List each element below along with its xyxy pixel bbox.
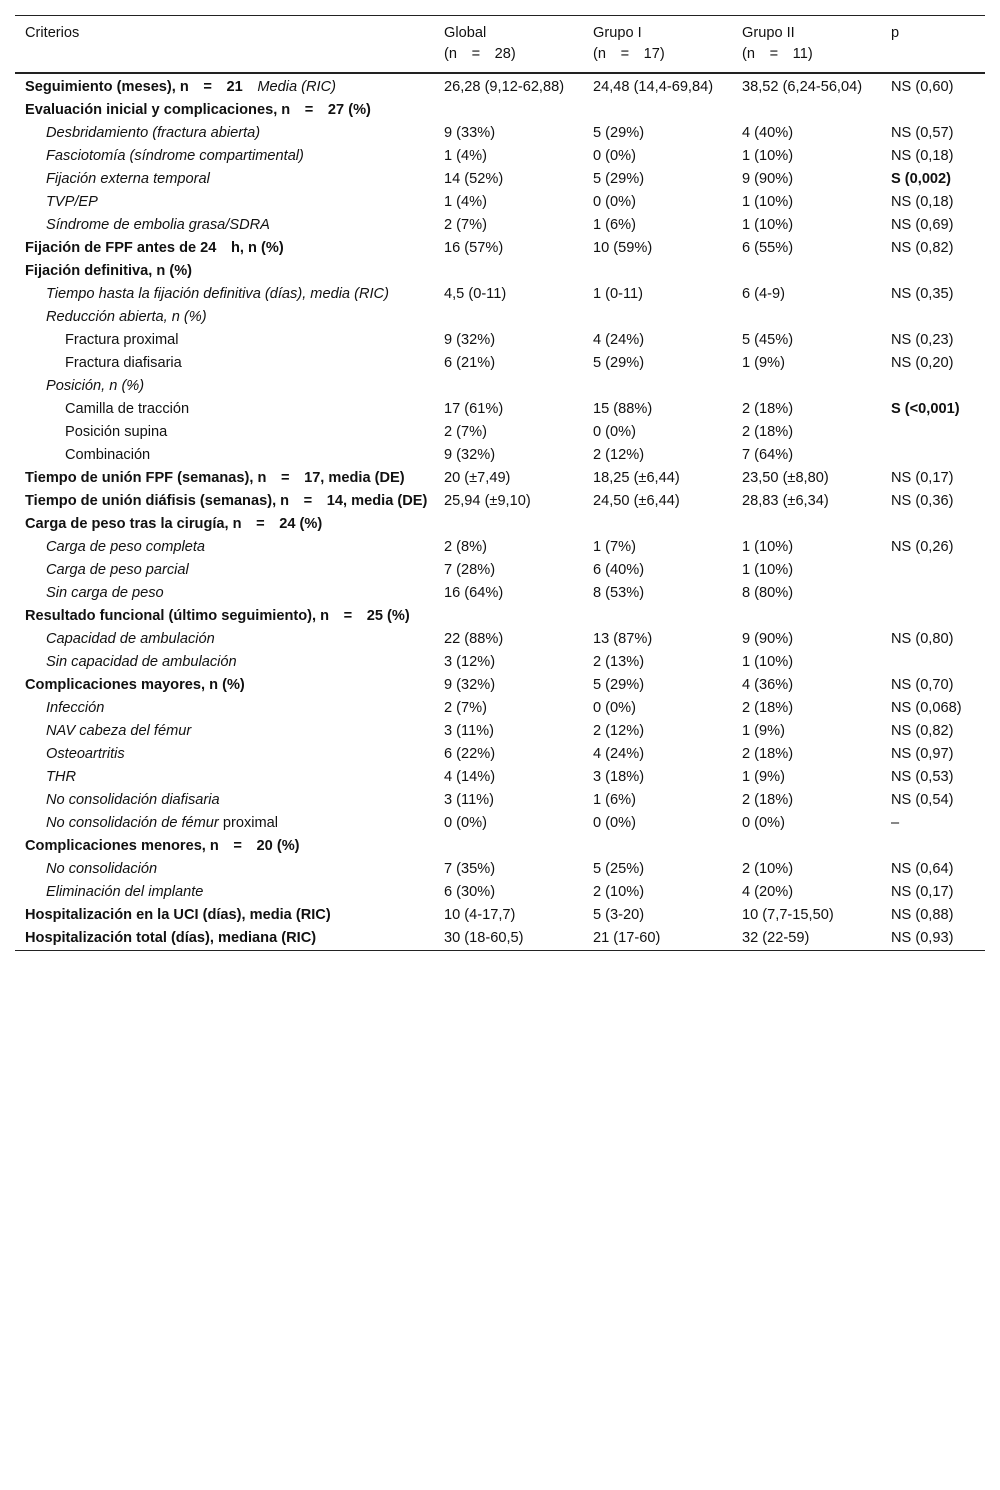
cell-grupo2: 2 (18%): [742, 424, 794, 440]
row-label: [15, 858, 434, 881]
cell-grupo1: 24,50 (±6,44): [593, 493, 680, 509]
cell-p: NS (0,18): [891, 194, 954, 210]
cell-p: [881, 651, 985, 674]
cell-grupo2: [732, 99, 881, 122]
row-label-text: Fijación definitiva, n (%): [25, 263, 193, 279]
row-label-text: Capacidad de ambulación: [46, 631, 215, 647]
row-label-text: Sin carga de peso: [46, 585, 164, 601]
table-body: [15, 73, 985, 951]
table-row: [15, 881, 985, 904]
row-label: [15, 766, 434, 789]
cell-global: [434, 605, 583, 628]
cell-grupo1: [583, 605, 732, 628]
cell-global: 7 (35%): [444, 861, 496, 877]
row-label: [15, 283, 434, 306]
cell-p: [881, 306, 985, 329]
cell-grupo2: 1 (9%): [742, 769, 785, 785]
cell-p: NS (0,068): [891, 700, 962, 716]
cell-grupo2: 0 (0%): [742, 815, 785, 831]
cell-global: 26,28 (9,12-62,88): [444, 79, 565, 95]
row-label: [15, 329, 434, 352]
cell-p: NS (0,17): [891, 884, 954, 900]
header-grupo1: Grupo I (n = 17): [593, 25, 665, 62]
row-label: [15, 651, 434, 674]
row-label-text: THR: [46, 769, 76, 785]
cell-grupo1: 8 (53%): [593, 585, 645, 601]
cell-grupo1: 0 (0%): [593, 700, 636, 716]
cell-p: NS (0,57): [891, 125, 954, 141]
table-row: [15, 812, 985, 835]
row-label-text: Carga de peso completa: [46, 539, 206, 555]
cell-grupo2: 2 (18%): [742, 792, 794, 808]
row-label-text: Sin capacidad de ambulación: [46, 654, 237, 670]
row-label: [15, 375, 434, 398]
cell-grupo1: 0 (0%): [593, 194, 636, 210]
cell-p: NS (0,64): [891, 861, 954, 877]
cell-p: [881, 99, 985, 122]
row-label-text: Osteoartritis: [46, 746, 125, 762]
table-row: [15, 513, 985, 536]
row-label: [15, 168, 434, 191]
cell-grupo1: 2 (12%): [593, 447, 645, 463]
table-row: [15, 858, 985, 881]
table-row: [15, 352, 985, 375]
table-row: [15, 582, 985, 605]
cell-global: 22 (88%): [444, 631, 504, 647]
table-row: [15, 605, 985, 628]
table-row: [15, 99, 985, 122]
row-label-text: Tiempo hasta la fijación definitiva (días), media (RIC): [46, 286, 389, 302]
row-label: [15, 260, 434, 283]
cell-grupo2: [732, 605, 881, 628]
cell-global: 17 (61%): [444, 401, 504, 417]
cell-global: 2 (7%): [444, 700, 487, 716]
cell-grupo2: [732, 306, 881, 329]
cell-grupo2: 28,83 (±6,34): [742, 493, 829, 509]
cell-global: [434, 99, 583, 122]
table-row: [15, 260, 985, 283]
cell-grupo1: 5 (3-20): [593, 907, 645, 923]
cell-grupo1: 6 (40%): [593, 562, 645, 578]
results-table-container: [15, 15, 985, 951]
table-row: [15, 743, 985, 766]
cell-grupo1: 4 (24%): [593, 332, 645, 348]
cell-p: NS (0,54): [891, 792, 954, 808]
cell-p: NS (0,26): [891, 539, 954, 555]
cell-p: NS (0,82): [891, 240, 954, 256]
cell-grupo2: 4 (36%): [742, 677, 794, 693]
cell-global: 1 (4%): [444, 194, 487, 210]
cell-p: NS (0,18): [891, 148, 954, 164]
cell-global: 7 (28%): [444, 562, 496, 578]
row-label-text: No consolidación diafisaria: [46, 792, 220, 808]
row-label: [15, 99, 434, 122]
row-label-text: TVP/EP: [46, 194, 98, 210]
cell-global: [434, 513, 583, 536]
cell-p: NS (0,17): [891, 470, 954, 486]
row-label: [15, 122, 434, 145]
row-label-text: Infección: [46, 700, 105, 716]
cell-global: 3 (11%): [444, 792, 495, 808]
row-label-text: Carga de peso tras la cirugía, n = 24 (%): [25, 516, 323, 532]
cell-global: 6 (22%): [444, 746, 496, 762]
row-label-text: Fijación de FPF antes de 24 h, n (%): [25, 240, 284, 256]
cell-global: 0 (0%): [444, 815, 487, 831]
cell-global: 14 (52%): [444, 171, 504, 187]
cell-grupo2: 1 (10%): [742, 148, 794, 164]
cell-p: S (0,002): [891, 171, 952, 187]
cell-grupo2: 9 (90%): [742, 171, 794, 187]
cell-grupo1: [583, 375, 732, 398]
cell-p: NS (0,97): [891, 746, 954, 762]
header-grupo2-n: (n = 11): [742, 46, 813, 62]
cell-grupo2: 2 (10%): [742, 861, 794, 877]
cell-grupo1: 5 (29%): [593, 171, 645, 187]
cell-global: 4 (14%): [444, 769, 496, 785]
row-label-text: Desbridamiento (fractura abierta): [46, 125, 261, 141]
table-row: [15, 628, 985, 651]
cell-grupo2: [732, 513, 881, 536]
cell-global: [434, 260, 583, 283]
cell-p: NS (0,36): [891, 493, 954, 509]
cell-global: [434, 375, 583, 398]
header-row: [15, 16, 985, 74]
cell-grupo1: 15 (88%): [593, 401, 653, 417]
cell-grupo2: 2 (18%): [742, 746, 794, 762]
cell-grupo2: 5 (45%): [742, 332, 794, 348]
table-row: [15, 421, 985, 444]
cell-p: NS (0,70): [891, 677, 954, 693]
row-label: [15, 444, 434, 467]
table-row: [15, 375, 985, 398]
row-label-text: Fractura proximal: [65, 332, 179, 348]
cell-grupo2: 6 (4-9): [742, 286, 785, 302]
cell-grupo1: 0 (0%): [593, 424, 636, 440]
cell-global: 1 (4%): [444, 148, 487, 164]
table-row: [15, 214, 985, 237]
cell-p: NS (0,69): [891, 217, 954, 233]
row-label: [15, 743, 434, 766]
cell-grupo2: [732, 375, 881, 398]
cell-grupo1: [583, 306, 732, 329]
cell-global: 2 (8%): [444, 539, 487, 555]
row-label: [15, 513, 434, 536]
cell-global: 9 (32%): [444, 332, 496, 348]
row-label-text: Síndrome de embolia grasa/SDRA: [46, 217, 270, 233]
cell-grupo1: 18,25 (±6,44): [593, 470, 680, 486]
row-label: [15, 536, 434, 559]
cell-grupo1: 5 (29%): [593, 355, 645, 371]
row-label-text: Eliminación del implante: [46, 884, 204, 900]
cell-grupo1: 5 (29%): [593, 125, 645, 141]
cell-global: 16 (64%): [444, 585, 504, 601]
cell-global: 9 (33%): [444, 125, 496, 141]
table-row: [15, 536, 985, 559]
row-label-text: Hospitalización en la UCI (días), media (RIC): [25, 907, 331, 923]
row-label: [15, 605, 434, 628]
row-label-text: Complicaciones mayores, n (%): [25, 677, 245, 693]
cell-p: NS (0,20): [891, 355, 954, 371]
cell-grupo1: [583, 835, 732, 858]
table-row: [15, 490, 985, 513]
row-label: [15, 191, 434, 214]
table-row: [15, 444, 985, 467]
table-row: [15, 835, 985, 858]
row-label-text: Carga de peso parcial: [46, 562, 189, 578]
row-label-text: Seguimiento (meses), n = 21: [25, 79, 258, 95]
header-grupo2: Grupo II (n = 11): [742, 25, 813, 62]
cell-p: NS (0,53): [891, 769, 954, 785]
cell-p: NS (0,93): [891, 930, 954, 946]
cell-grupo1: [583, 99, 732, 122]
table-row: [15, 329, 985, 352]
cell-grupo1: 1 (6%): [593, 792, 636, 808]
row-label: [15, 789, 434, 812]
table-row: [15, 398, 985, 421]
table-row: [15, 306, 985, 329]
row-label: [15, 628, 434, 651]
table-row: [15, 720, 985, 743]
cell-global: [434, 835, 583, 858]
row-label-text: Camilla de tracción: [65, 401, 190, 417]
row-label: [15, 720, 434, 743]
cell-grupo1: 5 (29%): [593, 677, 645, 693]
cell-grupo2: 6 (55%): [742, 240, 794, 256]
cell-p: [881, 375, 985, 398]
cell-global: 4,5 (0-11): [444, 286, 507, 302]
cell-grupo2: 1 (10%): [742, 539, 794, 555]
cell-global: 9 (32%): [444, 677, 496, 693]
table-row: [15, 904, 985, 927]
cell-grupo1: 1 (6%): [593, 217, 636, 233]
table-row: [15, 651, 985, 674]
cell-grupo1: [583, 260, 732, 283]
row-label: [15, 306, 434, 329]
row-label: [15, 421, 434, 444]
cell-grupo1: 2 (12%): [593, 723, 645, 739]
cell-p: [881, 835, 985, 858]
cell-grupo2: 38,52 (6,24-56,04): [742, 79, 863, 95]
cell-grupo2: 1 (9%): [742, 355, 785, 371]
cell-grupo1: [583, 513, 732, 536]
row-label-text: Tiempo de unión diáfisis (semanas), n = 14, media (DE): [25, 493, 428, 509]
row-label: [15, 352, 434, 375]
row-label-text: Evaluación inicial y complicaciones, n = 27 (%): [25, 102, 371, 118]
cell-grupo1: 1 (0-11): [593, 286, 644, 302]
row-label-tail: proximal: [218, 815, 278, 831]
cell-grupo2: [732, 835, 881, 858]
row-label-text: Tiempo de unión FPF (semanas), n = 17, media (DE): [25, 470, 405, 486]
cell-global: 20 (±7,49): [444, 470, 511, 486]
cell-grupo1: 13 (87%): [593, 631, 653, 647]
cell-grupo2: 32 (22-59): [742, 930, 810, 946]
cell-grupo2: 1 (10%): [742, 654, 794, 670]
row-label: [15, 490, 434, 513]
cell-p: S (<0,001): [891, 401, 960, 417]
row-label: [15, 881, 434, 904]
row-label-text: Fractura diafisaria: [65, 355, 182, 371]
table-row: [15, 559, 985, 582]
row-label: [15, 73, 434, 99]
row-label-text: Fasciotomía (síndrome compartimental): [46, 148, 304, 164]
table-row: [15, 73, 985, 99]
cell-grupo1: 5 (25%): [593, 861, 645, 877]
cell-p: NS (0,80): [891, 631, 954, 647]
cell-grupo1: 21 (17-60): [593, 930, 661, 946]
row-label: [15, 674, 434, 697]
row-label-text: No consolidación de fémur: [46, 815, 219, 831]
cell-global: [434, 306, 583, 329]
cell-global: 6 (21%): [444, 355, 496, 371]
header-global: Global (n = 28): [444, 25, 516, 62]
cell-p: NS (0,82): [891, 723, 954, 739]
cell-global: 2 (7%): [444, 217, 487, 233]
table-row: [15, 168, 985, 191]
cell-global: 30 (18-60,5): [444, 930, 524, 946]
cell-grupo2: 10 (7,7-15,50): [742, 907, 834, 923]
table-row: [15, 789, 985, 812]
cell-grupo2: 1 (10%): [742, 217, 794, 233]
row-label: [15, 398, 434, 421]
cell-grupo1: 0 (0%): [593, 815, 636, 831]
cell-global: 6 (30%): [444, 884, 496, 900]
table-row: [15, 697, 985, 720]
row-label: [15, 812, 434, 835]
cell-p: [881, 444, 985, 467]
cell-p: [881, 260, 985, 283]
table-row: [15, 122, 985, 145]
row-label: [15, 927, 434, 951]
cell-p: [881, 421, 985, 444]
cell-p: [881, 559, 985, 582]
cell-p: –: [891, 815, 900, 831]
row-label-text: Hospitalización total (días), mediana (RIC): [25, 930, 317, 946]
cell-global: 9 (32%): [444, 447, 496, 463]
cell-p: NS (0,60): [891, 79, 954, 95]
cell-p: NS (0,23): [891, 332, 954, 348]
cell-grupo2: 8 (80%): [742, 585, 794, 601]
row-label: [15, 145, 434, 168]
row-label: [15, 697, 434, 720]
table-row: [15, 674, 985, 697]
cell-grupo2: 9 (90%): [742, 631, 794, 647]
cell-global: 3 (12%): [444, 654, 496, 670]
table-row: [15, 237, 985, 260]
cell-grupo2: 1 (9%): [742, 723, 785, 739]
header-global-n: (n = 28): [444, 46, 516, 62]
row-label: [15, 904, 434, 927]
cell-global: 16 (57%): [444, 240, 504, 256]
cell-grupo2: 1 (10%): [742, 562, 794, 578]
row-label-text: No consolidación: [46, 861, 158, 877]
header-criterios: Criterios: [25, 25, 80, 41]
cell-grupo1: 2 (13%): [593, 654, 645, 670]
cell-grupo2: 7 (64%): [742, 447, 794, 463]
cell-grupo2: 23,50 (±8,80): [742, 470, 829, 486]
cell-grupo1: 24,48 (14,4-69,84): [593, 79, 714, 95]
cell-p: [881, 605, 985, 628]
cell-grupo2: [732, 260, 881, 283]
cell-grupo2: 2 (18%): [742, 700, 794, 716]
cell-grupo1: 4 (24%): [593, 746, 645, 762]
row-label: [15, 467, 434, 490]
cell-grupo2: 1 (10%): [742, 194, 794, 210]
table-row: [15, 283, 985, 306]
row-label-text: Posición supina: [65, 424, 168, 440]
row-label: [15, 559, 434, 582]
cell-global: 3 (11%): [444, 723, 495, 739]
cell-p: NS (0,35): [891, 286, 954, 302]
row-label: [15, 237, 434, 260]
cell-grupo2: 4 (20%): [742, 884, 794, 900]
row-label: [15, 835, 434, 858]
cell-global: 25,94 (±9,10): [444, 493, 531, 509]
header-p: p: [891, 25, 900, 41]
table-row: [15, 191, 985, 214]
row-label: [15, 582, 434, 605]
cell-grupo1: 10 (59%): [593, 240, 653, 256]
header-grupo1-n: (n = 17): [593, 46, 665, 62]
cell-p: NS (0,88): [891, 907, 954, 923]
cell-global: 2 (7%): [444, 424, 487, 440]
row-label-text: Combinación: [65, 447, 151, 463]
cell-p: [881, 513, 985, 536]
cell-grupo1: 0 (0%): [593, 148, 636, 164]
table-row: [15, 467, 985, 490]
cell-grupo2: 4 (40%): [742, 125, 794, 141]
cell-grupo1: 3 (18%): [593, 769, 645, 785]
table-row: [15, 145, 985, 168]
row-label: [15, 214, 434, 237]
cell-global: 10 (4-17,7): [444, 907, 516, 923]
cell-grupo2: 2 (18%): [742, 401, 794, 417]
table-row: [15, 927, 985, 951]
cell-p: [881, 582, 985, 605]
row-label-text: NAV cabeza del fémur: [46, 723, 192, 739]
row-label-text: Fijación externa temporal: [46, 171, 210, 187]
table-header: [15, 16, 985, 74]
cell-grupo1: 2 (10%): [593, 884, 645, 900]
table-row: [15, 766, 985, 789]
cell-grupo1: 1 (7%): [593, 539, 636, 555]
row-label-text: Reducción abierta, n (%): [46, 309, 207, 325]
results-table: [15, 15, 985, 951]
row-label-italic: Media (RIC): [257, 79, 337, 95]
row-label-text: Resultado funcional (último seguimiento), n = 25 (%): [25, 608, 410, 624]
row-label-text: Posición, n (%): [46, 378, 145, 394]
row-label-text: Complicaciones menores, n = 20 (%): [25, 838, 300, 854]
